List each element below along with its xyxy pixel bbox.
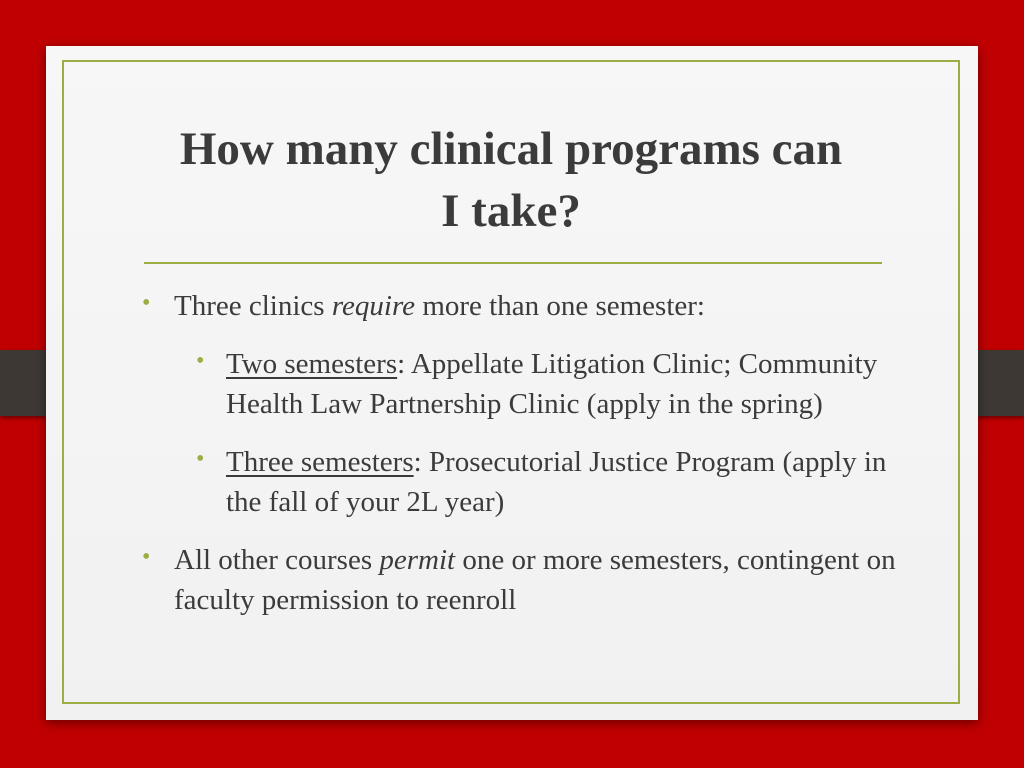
bullet-dot-icon: • (196, 446, 205, 472)
bullet-2-emphasis: permit (379, 544, 456, 576)
sub-bullet-list (174, 344, 902, 522)
bullet-list (142, 286, 902, 620)
title-divider (144, 262, 882, 264)
bullet-dot-icon: • (142, 290, 151, 316)
sub-bullet-2-label: Three semesters (226, 446, 414, 478)
sub-bullet-1-text: : Appellate Litigation Clinic; Community Health Law Partnership Clinic (apply in the spring) (226, 348, 878, 420)
slide-title (136, 118, 886, 242)
sub-bullet-item-2 (174, 442, 902, 522)
bullet-item-1 (142, 286, 902, 522)
slide-body (142, 286, 902, 638)
title-line-1: How many clinical programs can (179, 123, 843, 175)
bullet-1-text-pre: Three clinics (174, 290, 332, 322)
sub-bullet-1-label: Two semesters (226, 348, 398, 380)
sub-bullet-item-1 (174, 344, 902, 424)
title-line-2: I take? (441, 185, 581, 237)
sub-bullet-2-text: : Prosecutorial Justice Program (apply in the fall of your 2L year) (226, 446, 887, 518)
bullet-dot-icon: • (196, 348, 205, 374)
bullet-2-text-pre: All other courses (174, 544, 380, 576)
bullet-2-text-post: one or more semesters, contingent on faculty permission to reenroll (174, 544, 896, 616)
slide-card (46, 46, 978, 720)
bullet-1-emphasis: require (331, 290, 416, 322)
bullet-dot-icon: • (142, 544, 151, 570)
bullet-1-text-post: more than one semester: (415, 290, 705, 322)
bullet-item-2 (142, 540, 902, 620)
